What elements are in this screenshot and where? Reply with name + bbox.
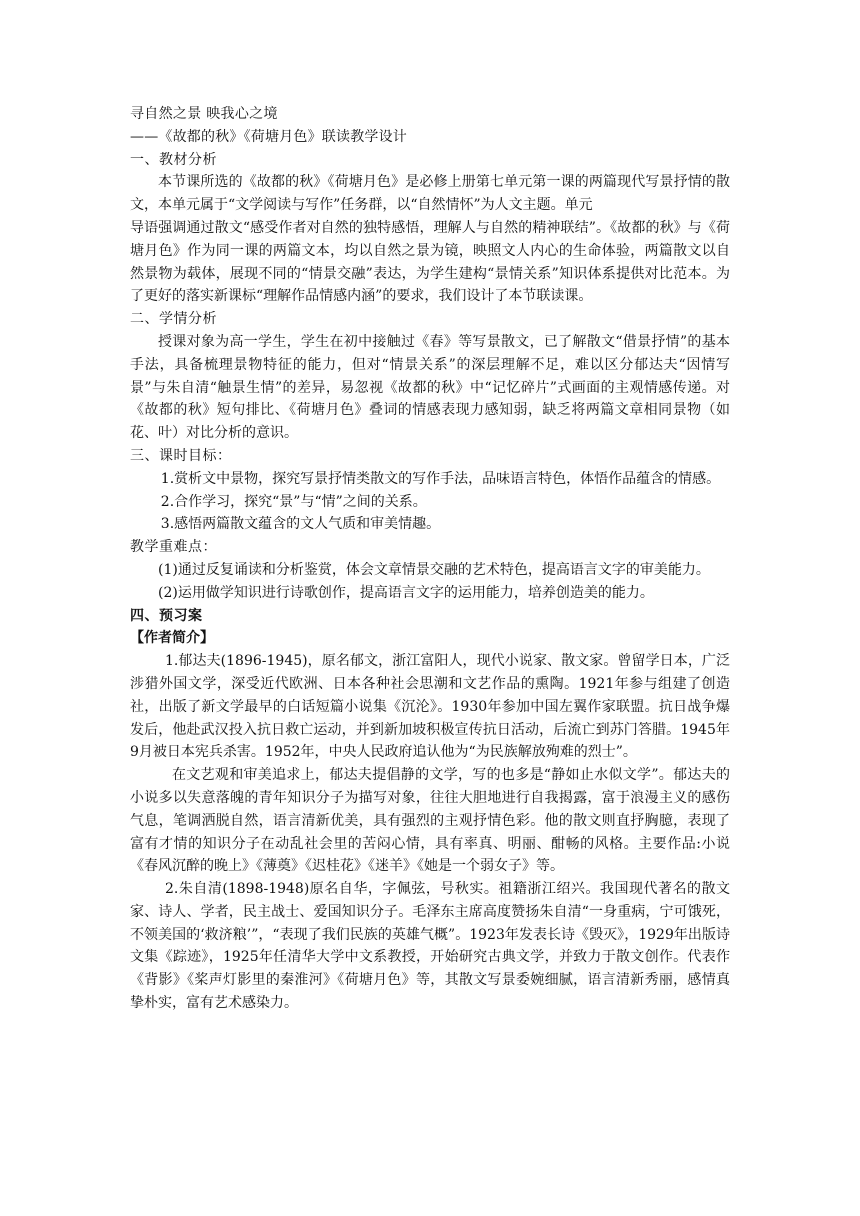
author-style-yu-dafu: 在文艺观和审美追求上，郁达夫提倡静的文学，写的也多是“静如止水似文学”。郁达夫的小说多以失意落魄的青年知识分子为描写对象，往往大胆地进行自我揭露，富于浪漫主义的感伤气息，笔调洒脱自然，语言清新优美，具有强烈的主观抒情色彩。他的散文则直抒胸臆，表现了富有才情的知识分子在动乱社会里的苦闷心情，具有率真、明丽、酣畅的风格。主要作品:小说《春风沉醉的晚上》《薄奠》《迟桂花》《迷羊》《她是一个弱女子》等。 xyxy=(130,767,730,875)
section-heading-textbook-analysis: 一、教材分析 xyxy=(130,151,217,168)
document-subtitle: ——《故都的秋》《荷塘月色》联读教学设计 xyxy=(130,128,407,145)
lesson-goal-item: 1.赏析文中景物，探究写景抒情类散文的写作手法，品味语言特色，体悟作品蕴含的情感。 xyxy=(160,470,721,487)
key-point-item: (2)运用做学知识进行诗歌创作，提高语言文字的运用能力，培养创造美的能力。 xyxy=(158,584,654,601)
student-analysis-paragraph: 授课对象为高一学生，学生在初中接触过《春》等写景散文，已了解散文“借景抒情”的基本手法，具备梳理景物特征的能力，但对“情景关系”的深层理解不足，难以区分郁达夫“因情写景”与朱自清“触景生情”的差异，易忽视《故都的秋》中“记忆碎片”式画面的主观情感传递。对《故都的秋》短句排比、《荷塘月色》叠词的情感表现力感知弱，缺乏将两篇文章相同景物（如花、叶）对比分析的意识。 xyxy=(130,333,730,442)
textbook-analysis-line2: 导语强调通过散文“感受作者对自然的独特感悟，理解人与自然的精神联结”。《故都的秋》与《荷塘月色》作为同一课的两篇文本，均以自然之景为镜，映照文人内心的生命体验，两篇散文以自然景物为载体，展现不同的“情景交融”表达，为学生建构“景情关系”知识体系提供对比范本。为了更好的落实新课标“理解作品情感内涵”的要求，我们设计了本节联读课。 xyxy=(130,219,730,305)
author-bio-yu-dafu: 1.郁达夫(1896-1945)，原名郁文，浙江富阳人，现代小说家、散文家。曾留学日本，广泛涉猎外国文学，深受近代欧洲、日本各种社会思潮和文艺作品的熏陶。1921年参与组建了创造社，出版了新文学最早的白话短篇小说集《沉沦》。1930年参加中国左翼作家联盟。抗日战争爆发后，他赴武汉投入抗日救亡运动，并到新加坡积极宣传抗日活动，后流亡到苏门答腊。1945年9月被日本宪兵杀害。1952年，中央人民政府追认他为“为民族解放殉难的烈士”。 xyxy=(130,653,730,761)
section-heading-student-analysis: 二、学情分析 xyxy=(130,311,217,328)
section-heading-lesson-goals: 三、课时目标： xyxy=(130,447,232,464)
author-bio-zhu-ziqing: 2.朱自清(1898-1948)原名自华，字佩弦，号秋实。祖籍浙江绍兴。我国现代著名的散文家、诗人、学者，民主战士、爱国知识分子。毛泽东主席高度赞扬朱自清“一身重病，宁可饿死，不领美国的‘救济粮’”，“表现了我们民族的英雄气概”。1923年发表长诗《毁灭》，1929年出版诗文集《踪迹》，1925年任清华大学中文系教授，开始研究古典文学，并致力于散文创作。代表作《背影》《桨声灯影里的秦淮河》《荷塘月色》等，其散文写景委婉细腻，语言清新秀丽，感情真挚朴实，富有艺术感染力。 xyxy=(130,881,730,1012)
document-title: 寻自然之景 映我心之境 xyxy=(130,106,278,122)
document-body xyxy=(130,103,730,1015)
lesson-goal-item: 3.感悟两篇散文蕴含的文人气质和审美情趣。 xyxy=(160,516,441,533)
textbook-analysis-line1: 本节课所选的《故都的秋》《荷塘月色》是必修上册第七单元第一课的两篇现代写景抒情的散文，本单元属于“文学阅读与写作”任务群，以“自然情怀”为人文主题。单元 xyxy=(130,174,730,214)
key-point-item: (1)通过反复诵读和分析鉴赏，体会文章情景交融的艺术特色，提高语言文字的审美能力。 xyxy=(158,561,710,578)
textbook-analysis-paragraph xyxy=(130,171,730,308)
author-intro-heading: 【作者简介】 xyxy=(130,630,214,647)
section-heading-key-points: 教学重难点： xyxy=(130,539,217,556)
lesson-goal-item: 2.合作学习，探究“景”与“情”之间的关系。 xyxy=(160,493,427,510)
section-heading-preview: 四、预习案 xyxy=(130,607,203,624)
